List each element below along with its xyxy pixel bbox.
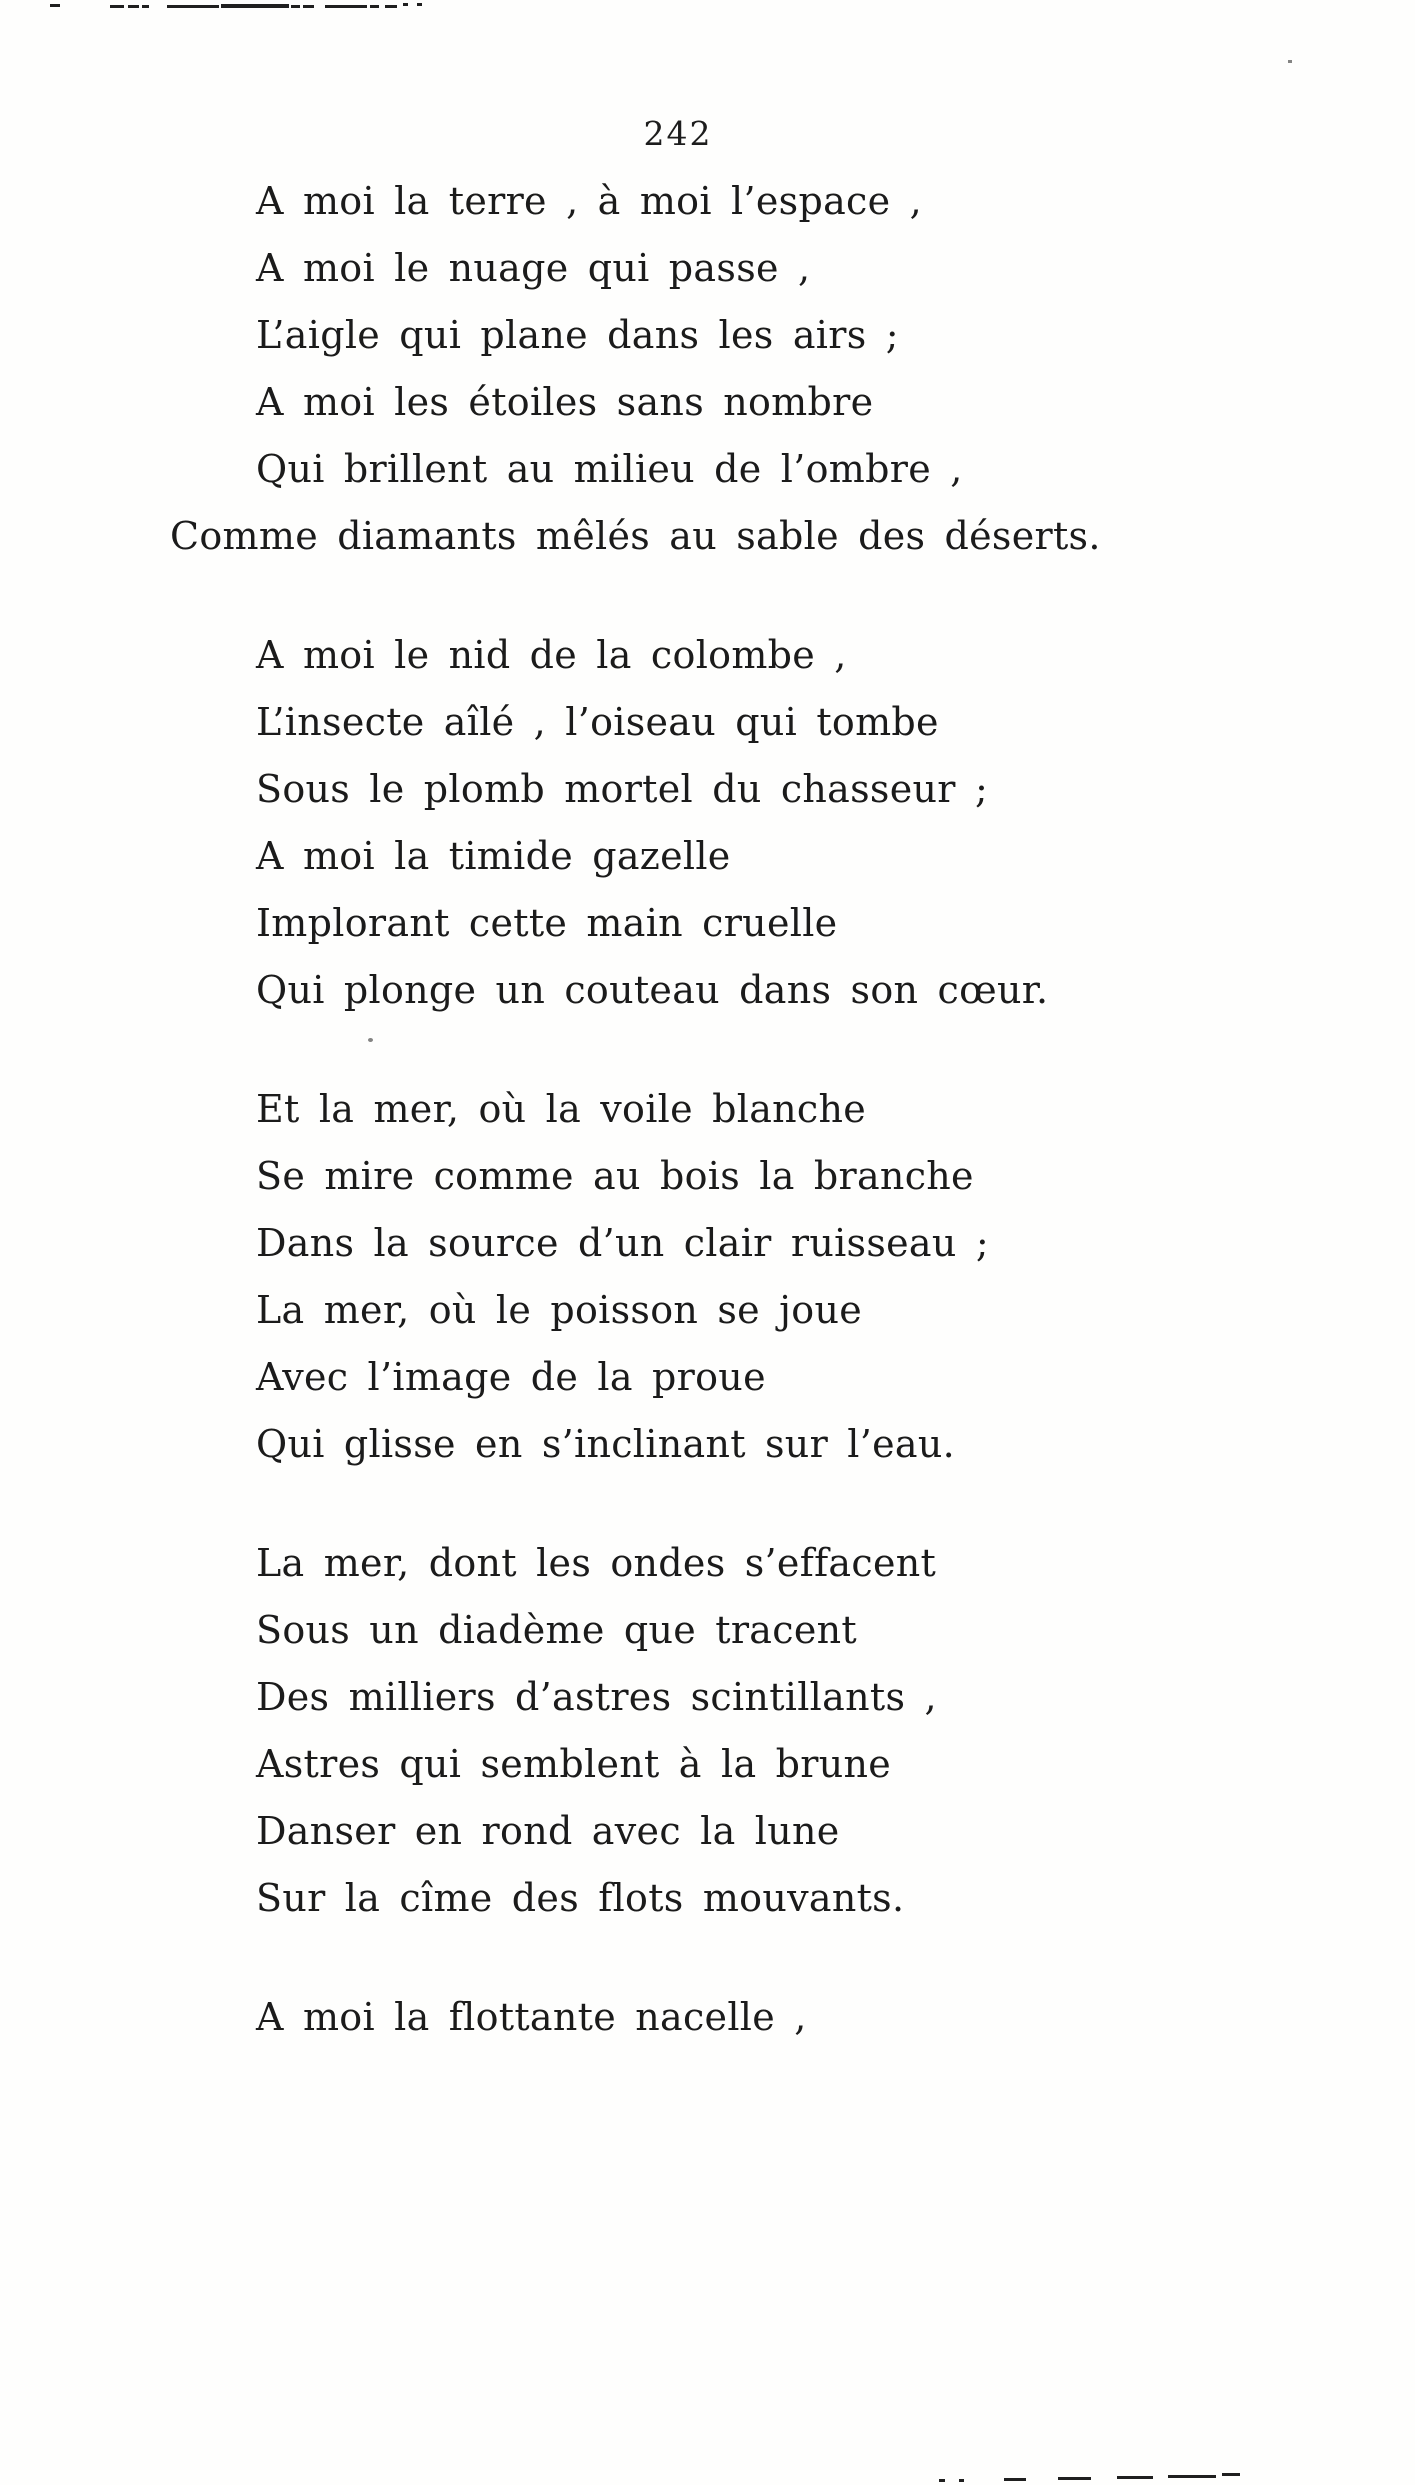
poem-line: Comme diamants mêlés au sable des déserts.: [170, 514, 1101, 558]
scan-artifact: [291, 5, 300, 8]
scan-artifact: [1288, 60, 1292, 63]
scan-artifact: [1168, 2475, 1216, 2478]
poem-line: L’aigle qui plane dans les airs ;: [256, 313, 899, 357]
scan-artifact: [167, 5, 219, 8]
page-number: 242: [643, 114, 713, 153]
poem-line: Astres qui semblent à la brune: [256, 1742, 892, 1786]
poem-line: La mer, dont les ondes s’effacent: [256, 1541, 937, 1585]
poem-line: Et la mer, où la voile blanche: [256, 1087, 867, 1131]
scan-artifact: [1222, 2473, 1240, 2476]
scan-artifact: [370, 5, 379, 8]
scan-artifact: [403, 3, 408, 6]
scan-artifact: [417, 3, 422, 6]
poem-line: Implorant cette main cruelle: [256, 901, 838, 945]
poem-line: A moi le nuage qui passe ,: [256, 246, 811, 290]
poem-line: Qui plonge un couteau dans son cœur.: [256, 968, 1049, 1012]
stanza: [256, 1530, 1101, 1932]
poem-line: Dans la source d’un clair ruisseau ;: [256, 1221, 989, 1265]
poem-line: Avec l’image de la proue: [256, 1355, 766, 1399]
scan-artifact: [939, 2479, 945, 2482]
scan-artifact: [50, 4, 60, 7]
scan-artifact: [1058, 2477, 1091, 2480]
poem-line: Sous un diadème que tracent: [256, 1608, 857, 1652]
stanza: [256, 1984, 1101, 2051]
poem-line: Se mire comme au bois la branche: [256, 1154, 974, 1198]
poem-line: Qui brillent au milieu de l’ombre ,: [256, 447, 963, 491]
scan-artifact: [325, 5, 367, 8]
poem-line: La mer, où le poisson se joue: [256, 1288, 863, 1332]
poem-line: A moi la terre , à moi l’espace ,: [256, 179, 922, 223]
poem-line: Sous le plomb mortel du chasseur ;: [256, 767, 989, 811]
poem-line: A moi la flottante nacelle ,: [256, 1995, 807, 2039]
scan-artifact: [303, 5, 314, 8]
scan-artifact: [1004, 2478, 1026, 2481]
poem: [170, 168, 1101, 2051]
poem-line: Des milliers d’astres scintillants ,: [256, 1675, 937, 1719]
stanza: [256, 622, 1101, 1024]
scan-artifact: [142, 5, 149, 8]
stanza: [256, 1076, 1101, 1478]
scan-artifact: [110, 5, 124, 8]
scan-artifact: [221, 4, 289, 8]
poem-line: L’insecte aîlé , l’oiseau qui tombe: [256, 700, 939, 744]
poem-line: A moi les étoiles sans nombre: [256, 380, 874, 424]
poem-line: Qui glisse en s’inclinant sur l’eau.: [256, 1422, 955, 1466]
poem-line: A moi le nid de la colombe ,: [256, 633, 847, 677]
scan-artifact: [385, 5, 397, 8]
stanza: [170, 168, 1101, 570]
scan-artifact: [1117, 2476, 1153, 2479]
scan-artifact: [959, 2479, 964, 2482]
poem-line: Sur la cîme des flots mouvants.: [256, 1876, 905, 1920]
poem-line: Danser en rond avec la lune: [256, 1809, 840, 1853]
poem-line: A moi la timide gazelle: [256, 834, 731, 878]
scan-artifact: [128, 5, 139, 8]
